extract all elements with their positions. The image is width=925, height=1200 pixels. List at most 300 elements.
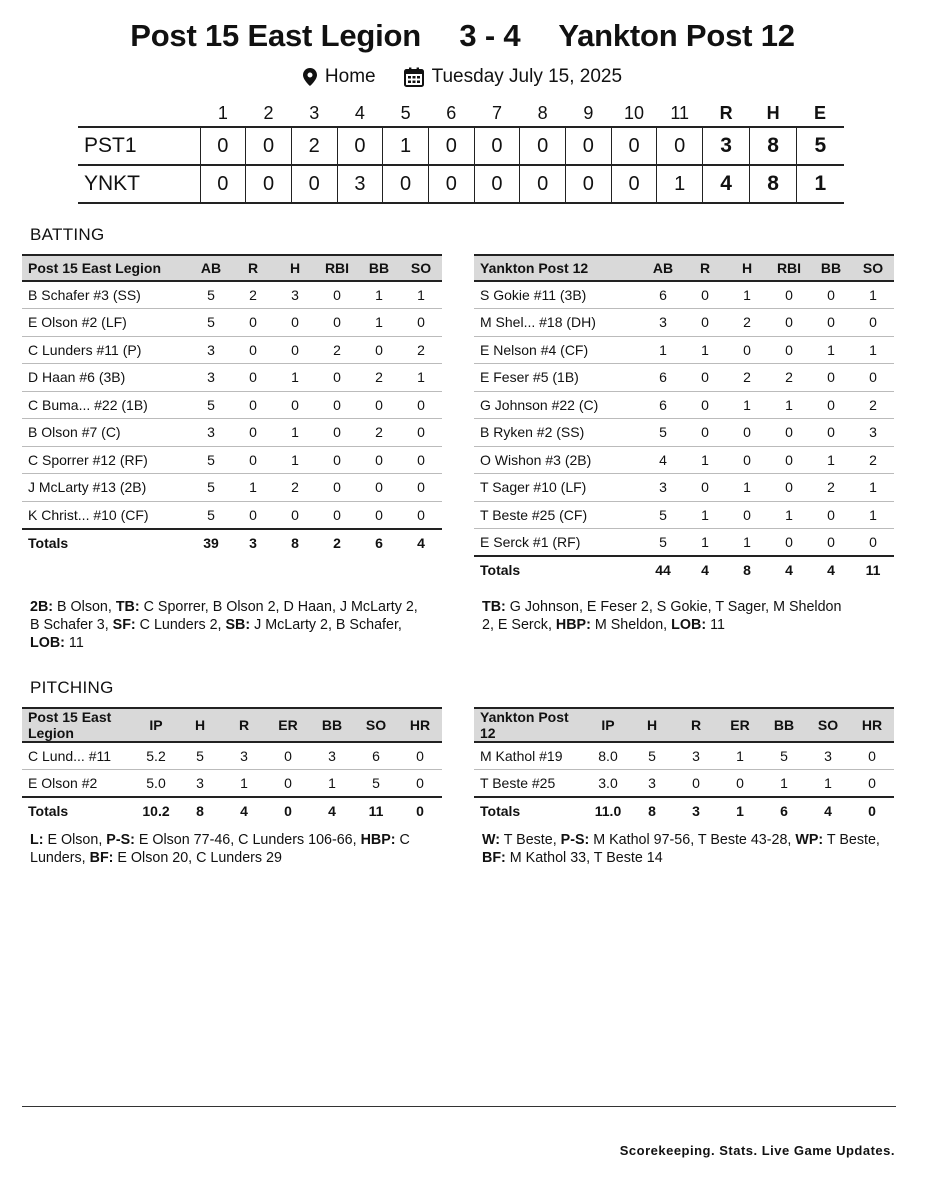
- team-name-header: Yankton Post 12: [480, 709, 569, 741]
- stat-value: 5.0: [134, 770, 178, 798]
- stat-value: 2: [358, 364, 400, 392]
- stat-value: 0: [684, 391, 726, 419]
- stat-value: 1: [726, 474, 768, 502]
- location-pin-icon: [303, 68, 317, 86]
- note-text: E Olson 77-46, C Lunders 106-66,: [134, 832, 361, 848]
- stat-value: 0: [316, 309, 358, 337]
- player-name: K Christ... #10 (CF): [22, 501, 190, 529]
- note-label: HBP:: [555, 617, 591, 633]
- stat-col-header: BB: [773, 717, 795, 733]
- inning-score: 0: [428, 165, 474, 203]
- stat-value: 1: [852, 474, 894, 502]
- player-name: E Olson #2 (LF): [22, 309, 190, 337]
- stat-value: 0: [398, 770, 442, 798]
- stat-col-header: BB: [368, 260, 390, 276]
- game-location: Home: [324, 66, 376, 87]
- stat-col-header: ER: [730, 717, 750, 733]
- stat-value: 1: [400, 364, 442, 392]
- inning-score: 0: [383, 165, 429, 203]
- stat-value: 5: [642, 501, 684, 529]
- stat-value: 0: [810, 419, 852, 447]
- player-row: [22, 419, 442, 447]
- note-text: C Lunders 2,: [135, 617, 226, 633]
- pitching-table-away: [474, 707, 894, 825]
- note-label: LOB:: [30, 635, 65, 651]
- player-name: G Johnson #22 (C): [474, 391, 642, 419]
- inning-score: 0: [566, 165, 612, 203]
- note-label: P-S:: [560, 832, 590, 848]
- linescore-team-header: [78, 100, 200, 127]
- linescore-col-header: R: [719, 102, 733, 123]
- linescore-col-header: 9: [583, 102, 594, 123]
- stat-value: 0: [810, 281, 852, 309]
- totals-row: [474, 797, 894, 825]
- stat-value: 0: [266, 742, 310, 770]
- stat-value: 1: [684, 501, 726, 529]
- note-text: C Sporrer, B Olson 2, D Haan, J McLarty 2, B Schafer 3,: [30, 599, 418, 633]
- total-value: 8: [630, 797, 674, 825]
- stat-value: 0: [358, 446, 400, 474]
- stat-value: 2: [726, 364, 768, 392]
- stat-value: 1: [222, 770, 266, 798]
- stat-value: 0: [726, 336, 768, 364]
- totals-row: [22, 797, 442, 825]
- stat-value: 5: [642, 529, 684, 557]
- stat-value: 0: [768, 529, 810, 557]
- total-value: 3: [674, 797, 718, 825]
- linescore-col-header: 7: [491, 102, 502, 123]
- stat-value: 0: [850, 742, 894, 770]
- final-score: 3 - 4: [459, 18, 521, 53]
- note-text: 11: [64, 635, 84, 651]
- stat-value: 3: [674, 742, 718, 770]
- stat-value: 0: [316, 281, 358, 309]
- stat-value: 1: [726, 529, 768, 557]
- stats-body: [474, 742, 894, 825]
- stat-value: 1: [274, 419, 316, 447]
- matchup-title: [0, 18, 925, 54]
- stat-value: 0: [768, 446, 810, 474]
- linescore-total-e: 5: [797, 127, 844, 165]
- total-value: 4: [684, 556, 726, 584]
- player-name: C Lunders #11 (P): [22, 336, 190, 364]
- stat-value: 0: [400, 419, 442, 447]
- player-name: T Beste #25 (CF): [474, 501, 642, 529]
- stat-value: 6: [642, 281, 684, 309]
- stat-value: 0: [810, 501, 852, 529]
- stat-value: 0: [358, 391, 400, 419]
- stats-header-row: [474, 255, 894, 281]
- stat-value: 0: [316, 446, 358, 474]
- stat-col-header: H: [646, 717, 658, 733]
- note-label: WP:: [795, 832, 824, 848]
- team-name-header: Yankton Post 12: [480, 260, 589, 276]
- stat-col-header: H: [741, 260, 753, 276]
- total-value: 4: [400, 529, 442, 557]
- stat-col-header: AB: [200, 260, 222, 276]
- note-label: BF:: [482, 850, 506, 866]
- totals-row: [474, 556, 894, 584]
- stat-value: 0: [768, 474, 810, 502]
- total-value: 0: [398, 797, 442, 825]
- stat-value: 0: [232, 419, 274, 447]
- home-team-name: Post 15 East Legion: [130, 18, 421, 53]
- stat-value: 0: [232, 336, 274, 364]
- totals-label: Totals: [474, 797, 586, 825]
- player-row: [474, 474, 894, 502]
- player-name: M Kathol #19: [474, 742, 586, 770]
- stat-value: 1: [684, 336, 726, 364]
- stat-value: 3: [310, 742, 354, 770]
- linescore-team: PST1: [84, 134, 137, 157]
- stat-value: 0: [232, 364, 274, 392]
- player-row: [22, 474, 442, 502]
- stat-value: 0: [684, 364, 726, 392]
- stat-value: 5: [630, 742, 674, 770]
- linescore-col-header: 5: [400, 102, 411, 123]
- stats-header-row: [22, 708, 442, 742]
- stats-header: [22, 708, 442, 742]
- stat-value: 1: [642, 336, 684, 364]
- footer-divider: [22, 1106, 896, 1107]
- note-text: J McLarty 2, B Schafer,: [250, 617, 402, 633]
- stat-value: 0: [316, 391, 358, 419]
- note-label: TB:: [482, 599, 506, 615]
- stat-col-header: HR: [861, 717, 883, 733]
- linescore-col-header: 10: [624, 102, 645, 123]
- stat-value: 1: [762, 770, 806, 798]
- inning-score: 0: [200, 165, 246, 203]
- stat-value: 3.0: [586, 770, 630, 798]
- player-row: [22, 742, 442, 770]
- stat-value: 0: [232, 309, 274, 337]
- linescore-table: [78, 100, 844, 204]
- stat-value: 0: [684, 474, 726, 502]
- stat-value: 0: [768, 309, 810, 337]
- total-value: 3: [232, 529, 274, 557]
- player-name: M Shel... #18 (DH): [474, 309, 642, 337]
- team-name-header: Post 15 East Legion: [28, 709, 112, 741]
- total-value: 11: [852, 556, 894, 584]
- linescore-total-h: 8: [750, 165, 797, 203]
- stats-header: [22, 255, 442, 281]
- total-value: 8: [726, 556, 768, 584]
- stat-col-header: R: [699, 260, 711, 276]
- inning-score: 0: [611, 165, 657, 203]
- stat-value: 1: [718, 742, 762, 770]
- stat-value: 0: [274, 501, 316, 529]
- note-text: M Kathol 97-56, T Beste 43-28,: [589, 832, 796, 848]
- note-label: LOB:: [671, 617, 707, 633]
- pitching-table-home: [22, 707, 442, 825]
- stats-body: [22, 281, 442, 556]
- inning-score: 0: [200, 127, 246, 165]
- stat-value: 5: [190, 501, 232, 529]
- stat-value: 2: [852, 391, 894, 419]
- stat-value: 0: [726, 419, 768, 447]
- total-value: 44: [642, 556, 684, 584]
- total-value: 2: [316, 529, 358, 557]
- inning-score: 1: [383, 127, 429, 165]
- player-row: [22, 446, 442, 474]
- player-row: [22, 309, 442, 337]
- stat-value: 0: [358, 336, 400, 364]
- note-text: G Johnson, E Feser 2, S Gokie, T Sager, M Sheldon 2, E Serck,: [482, 599, 842, 633]
- stat-value: 0: [810, 364, 852, 392]
- stat-value: 2: [274, 474, 316, 502]
- stat-value: 5.2: [134, 742, 178, 770]
- stat-value: 0: [358, 501, 400, 529]
- inning-score: 0: [291, 165, 337, 203]
- linescore-header-row: [78, 100, 844, 127]
- batting-notes-home: [30, 598, 420, 652]
- stat-value: 0: [398, 742, 442, 770]
- totals-label: Totals: [22, 529, 190, 557]
- stat-value: 1: [358, 281, 400, 309]
- stat-value: 0: [684, 309, 726, 337]
- stat-col-header: IP: [601, 717, 615, 733]
- stat-value: 0: [316, 419, 358, 447]
- stat-value: 1: [806, 770, 850, 798]
- stat-value: 2: [232, 281, 274, 309]
- stat-value: 0: [400, 391, 442, 419]
- stat-value: 1: [684, 446, 726, 474]
- stat-value: 6: [642, 364, 684, 392]
- stat-value: 0: [684, 419, 726, 447]
- stat-value: 0: [400, 446, 442, 474]
- total-value: 39: [190, 529, 232, 557]
- total-value: 4: [222, 797, 266, 825]
- player-name: B Schafer #3 (SS): [22, 281, 190, 309]
- player-name: C Lund... #11: [22, 742, 134, 770]
- note-label: HBP:: [360, 832, 396, 848]
- pitching-section-title: PITCHING: [30, 678, 114, 697]
- note-label: P-S:: [106, 832, 135, 848]
- stat-value: 0: [400, 309, 442, 337]
- player-row: [22, 770, 442, 798]
- stat-value: 5: [190, 309, 232, 337]
- note-text: T Beste,: [500, 832, 561, 848]
- batting-notes-away: [482, 598, 852, 634]
- batting-section-title: BATTING: [30, 225, 105, 244]
- stat-value: 1: [310, 770, 354, 798]
- stat-value: 0: [400, 501, 442, 529]
- player-row: [474, 364, 894, 392]
- stat-col-header: RBI: [324, 260, 350, 276]
- stat-value: 1: [684, 529, 726, 557]
- total-value: 11: [354, 797, 398, 825]
- stat-value: 1: [232, 474, 274, 502]
- stat-value: 1: [810, 446, 852, 474]
- note-text: E Olson 20, C Lunders 29: [113, 850, 282, 866]
- linescore-col-header: 6: [446, 102, 457, 123]
- stat-value: 3: [852, 419, 894, 447]
- stat-value: 5: [190, 446, 232, 474]
- player-row: [22, 364, 442, 392]
- linescore-total-r: 4: [703, 165, 750, 203]
- linescore-col-header: E: [814, 102, 827, 123]
- total-value: 4: [806, 797, 850, 825]
- stat-value: 0: [358, 474, 400, 502]
- note-text: M Kathol 33, T Beste 14: [505, 850, 663, 866]
- inning-score: 0: [474, 127, 520, 165]
- player-row: [474, 391, 894, 419]
- total-value: 6: [358, 529, 400, 557]
- stat-col-header: AB: [652, 260, 674, 276]
- footer-tagline: Scorekeeping. Stats. Live Game Updates.: [619, 1143, 895, 1158]
- total-value: 4: [310, 797, 354, 825]
- stat-value: 0: [718, 770, 762, 798]
- stat-value: 3: [630, 770, 674, 798]
- stat-col-header: ER: [278, 717, 298, 733]
- note-label: L:: [30, 832, 44, 848]
- player-name: D Haan #6 (3B): [22, 364, 190, 392]
- player-name: E Olson #2: [22, 770, 134, 798]
- note-text: 11: [706, 617, 725, 633]
- stat-value: 2: [810, 474, 852, 502]
- stat-col-header: SO: [862, 260, 884, 276]
- stat-col-header: H: [194, 717, 206, 733]
- total-value: 4: [810, 556, 852, 584]
- stat-value: 6: [354, 742, 398, 770]
- stat-value: 0: [768, 419, 810, 447]
- stat-value: 0: [768, 281, 810, 309]
- inning-score: 0: [520, 165, 566, 203]
- stat-value: 3: [806, 742, 850, 770]
- stat-value: 5: [354, 770, 398, 798]
- inning-score: 0: [246, 165, 292, 203]
- linescore-row: [78, 127, 844, 165]
- player-row: [474, 501, 894, 529]
- stat-value: 5: [762, 742, 806, 770]
- stats-header: [474, 255, 894, 281]
- stat-value: 2: [852, 446, 894, 474]
- stat-col-header: BB: [820, 260, 842, 276]
- stat-col-header: HR: [409, 717, 431, 733]
- stat-value: 3: [190, 364, 232, 392]
- stat-value: 6: [642, 391, 684, 419]
- player-row: [474, 419, 894, 447]
- stat-value: 0: [726, 501, 768, 529]
- total-value: 0: [266, 797, 310, 825]
- linescore-body: [78, 127, 844, 203]
- stat-col-header: H: [289, 260, 301, 276]
- stat-value: 3: [190, 336, 232, 364]
- stat-col-header: R: [690, 717, 702, 733]
- linescore-team: YNKT: [84, 172, 141, 195]
- stat-value: 0: [232, 501, 274, 529]
- stat-value: 1: [274, 364, 316, 392]
- stat-value: 0: [726, 446, 768, 474]
- note-text: T Beste,: [823, 832, 880, 848]
- player-row: [474, 309, 894, 337]
- stats-header: [474, 708, 894, 742]
- stat-col-header: IP: [149, 717, 163, 733]
- linescore-col-header: H: [766, 102, 780, 123]
- total-value: 0: [850, 797, 894, 825]
- stat-value: 0: [316, 364, 358, 392]
- note-text: M Sheldon,: [590, 617, 672, 633]
- stat-value: 1: [810, 336, 852, 364]
- stat-value: 1: [726, 281, 768, 309]
- stat-col-header: SO: [365, 717, 387, 733]
- totals-label: Totals: [474, 556, 642, 584]
- inning-score: 0: [566, 127, 612, 165]
- inning-score: 0: [520, 127, 566, 165]
- stats-body: [22, 742, 442, 825]
- player-row: [474, 770, 894, 798]
- inning-score: 3: [337, 165, 383, 203]
- stat-value: 1: [852, 281, 894, 309]
- inning-score: 0: [337, 127, 383, 165]
- player-name: E Nelson #4 (CF): [474, 336, 642, 364]
- inning-score: 1: [657, 165, 703, 203]
- stat-value: 3: [222, 742, 266, 770]
- stat-value: 0: [316, 474, 358, 502]
- note-text: B Olson,: [53, 599, 116, 615]
- stat-value: 3: [190, 419, 232, 447]
- stat-col-header: R: [247, 260, 259, 276]
- stat-value: 5: [190, 474, 232, 502]
- linescore-col-header: 3: [309, 102, 320, 123]
- stat-value: 1: [400, 281, 442, 309]
- total-value: 8: [178, 797, 222, 825]
- stat-col-header: SO: [817, 717, 839, 733]
- stat-value: 1: [726, 391, 768, 419]
- stat-value: 3: [642, 309, 684, 337]
- note-label: SF:: [112, 617, 136, 633]
- stat-col-header: SO: [410, 260, 432, 276]
- stat-value: 3: [178, 770, 222, 798]
- linescore-col-header: 8: [537, 102, 548, 123]
- stats-header-row: [474, 708, 894, 742]
- game-date: Tuesday July 15, 2025: [431, 66, 623, 87]
- stat-value: 0: [852, 364, 894, 392]
- stats-body: [474, 281, 894, 584]
- player-name: E Feser #5 (1B): [474, 364, 642, 392]
- stat-value: 5: [190, 281, 232, 309]
- stat-value: 2: [316, 336, 358, 364]
- note-label: 2B:: [30, 599, 54, 615]
- stat-value: 3: [274, 281, 316, 309]
- linescore-total-h: 8: [750, 127, 797, 165]
- linescore-total-e: 1: [797, 165, 844, 203]
- stat-value: 0: [274, 391, 316, 419]
- note-label: W:: [482, 832, 500, 848]
- stat-value: 0: [274, 309, 316, 337]
- stat-value: 0: [810, 309, 852, 337]
- stat-value: 8.0: [586, 742, 630, 770]
- total-value: 10.2: [134, 797, 178, 825]
- stat-value: 0: [852, 309, 894, 337]
- player-name: J McLarty #13 (2B): [22, 474, 190, 502]
- note-label: TB:: [115, 599, 140, 615]
- inning-score: 0: [657, 127, 703, 165]
- note-text: E Olson,: [43, 832, 107, 848]
- total-value: 4: [768, 556, 810, 584]
- stat-value: 5: [190, 391, 232, 419]
- linescore-col-header: 11: [670, 102, 690, 123]
- stat-value: 5: [642, 419, 684, 447]
- totals-label: Totals: [22, 797, 134, 825]
- stat-col-header: RBI: [776, 260, 802, 276]
- pitching-notes-home: [30, 831, 430, 867]
- stat-value: 0: [684, 281, 726, 309]
- stat-value: 2: [768, 364, 810, 392]
- stat-value: 0: [232, 446, 274, 474]
- stat-value: 1: [852, 336, 894, 364]
- stat-value: 1: [274, 446, 316, 474]
